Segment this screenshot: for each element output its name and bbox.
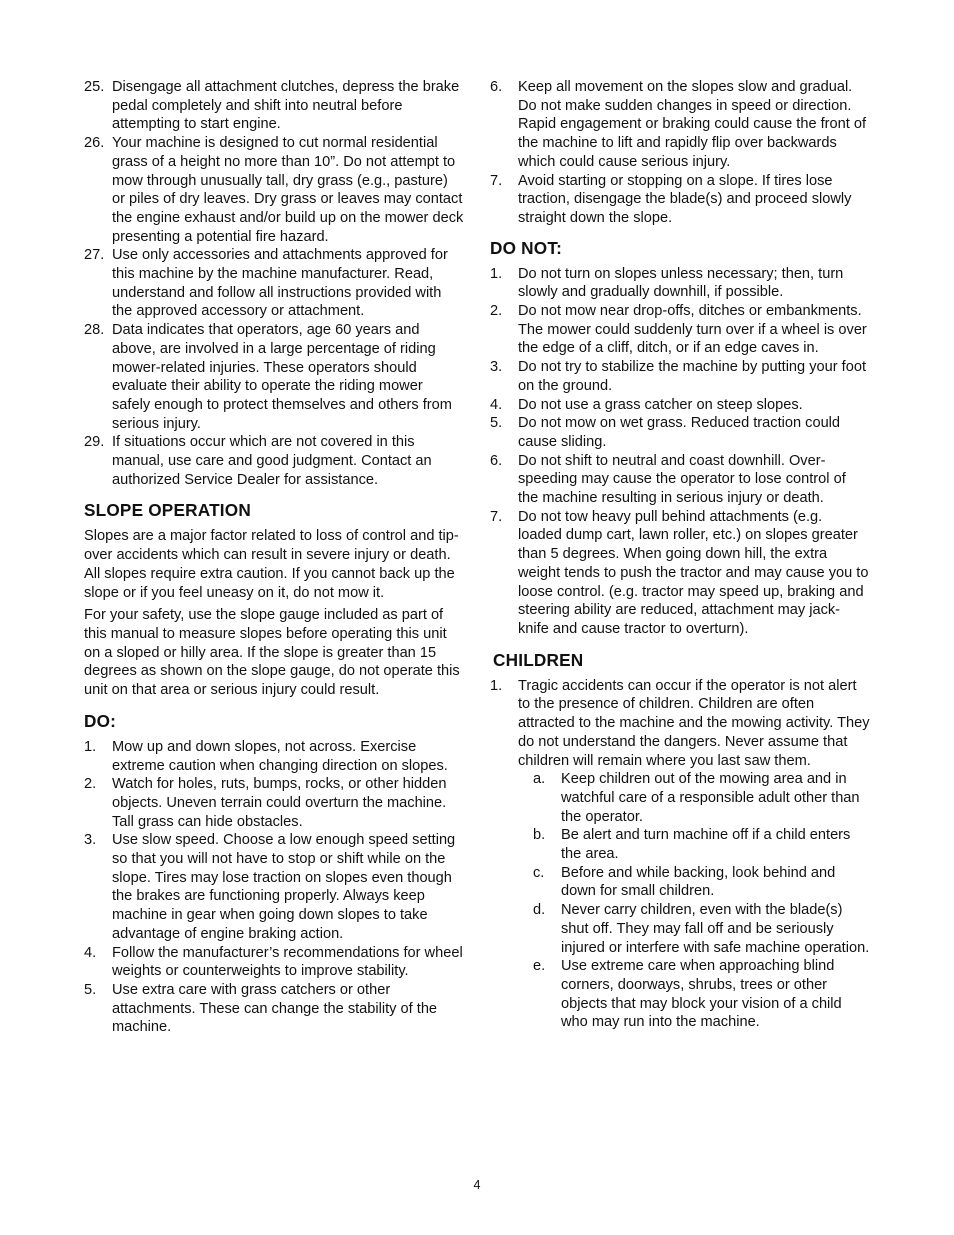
safety-list-continued xyxy=(84,78,464,489)
item-text: Your machine is designed to cut normal residential grass of a height no more than 10”. Do not attempt to mow through unusually tall, dry grass (e.g., pasture) or piles of dry leaves. Dry grass or leaves may contact the engine exhaust and/or build up on the mower deck presenting a potential fire hazard. xyxy=(112,135,464,245)
sub-item-text: Be alert and turn machine off if a child enters the area. xyxy=(561,827,851,863)
item-text: Tragic accidents can occur if the operator is not alert to the presence of children. Children are often attracted to the machine and the mowing activity. They do not understand the dangers. Never assume that children will remain where you last saw them. xyxy=(518,677,870,769)
sub-item-text: Use extreme care when approaching blind corners, doorways, shrubs, trees or other objects that may block your vision of a child who may run into the machine. xyxy=(561,958,842,1031)
do-not-list xyxy=(490,265,870,639)
item-text: If situations occur which are not covered in this manual, use care and good judgment. Contact an authorized Service Dealer for assistance. xyxy=(112,434,432,488)
right-column xyxy=(490,78,870,1032)
sub-item-letter: a. xyxy=(533,771,546,788)
children-list xyxy=(490,677,870,1032)
sub-item-letter: b. xyxy=(533,827,546,844)
slope-paragraph-1: Slopes are a major factor related to loss of control and tip-over accidents which can result in severe injury or death. All slopes require extra caution. If you cannot back up the slope or if you feel uneasy on it, do not mow it. xyxy=(84,528,459,601)
list-item xyxy=(84,981,464,1037)
item-number: 1. xyxy=(490,677,503,694)
sub-item-text: Keep children out of the mowing area and in watchful care of a responsible adult other than the operator. xyxy=(561,771,860,825)
list-item xyxy=(490,78,870,172)
list-item xyxy=(490,358,870,395)
item-number: 5. xyxy=(490,415,503,432)
do-heading: DO: xyxy=(84,710,117,731)
list-item xyxy=(490,396,870,415)
item-number: 4. xyxy=(84,944,97,961)
list-item xyxy=(84,433,464,489)
sub-item-text: Never carry children, even with the blade(s) shut off. They may fall off and be seriously injured or interfere with safe machine operation. xyxy=(561,902,870,956)
item-number: 3. xyxy=(490,359,503,376)
item-text: Use extra care with grass catchers or other attachments. These can change the stability of the machine. xyxy=(112,981,438,1036)
slope-operation-heading: SLOPE OPERATION xyxy=(84,500,251,521)
list-item xyxy=(84,78,464,134)
list-item xyxy=(490,265,870,302)
item-text: Mow up and down slopes, not across. Exercise extreme caution when changing direction on slopes. xyxy=(112,738,448,774)
list-item xyxy=(84,775,464,831)
item-number: 28. xyxy=(84,322,105,339)
item-text: Do not mow near drop-offs, ditches or embankments. The mower could suddenly turn over if a wheel is over the edge of a cliff, ditch, or if an edge caves in. xyxy=(518,303,867,357)
item-text: Use only accessories and attachments approved for this machine by the machine manufacturer. Read, understand and follow all instructions provided with the approved accessory or attachment. xyxy=(112,247,448,320)
do-not-heading: DO NOT: xyxy=(490,237,563,258)
list-item xyxy=(490,302,870,358)
item-text: Use slow speed. Choose a low enough speed setting so that you will not have to stop or shift while on the slope. Tires may lose traction on slopes even though the brakes are functioning properly. Always keep machine in gear when going down slopes to take advantage of engine braking action. xyxy=(112,832,456,942)
item-text: Do not tow heavy pull behind attachments (e.g. loaded dump cart, lawn roller, etc.) on slopes greater than 5 degrees. When going down hill, the extra weight tends to push the tractor and may cause you to loose control. (e.g. tractor may speed up, braking and steering ability are reduced, attachment may jack-knife and cause tractor to overturn). xyxy=(518,508,869,637)
item-number: 27. xyxy=(84,247,105,264)
list-item xyxy=(490,172,870,228)
list-item xyxy=(84,246,464,321)
item-text: Watch for holes, ruts, bumps, rocks, or other hidden objects. Uneven terrain could overturn the machine. Tall grass can hide obstacles. xyxy=(112,776,447,830)
item-number: 2. xyxy=(490,303,503,320)
item-text: Do not try to stabilize the machine by putting your foot on the ground. xyxy=(518,359,867,394)
list-item xyxy=(490,452,870,508)
left-column xyxy=(84,78,464,1037)
item-number: 26. xyxy=(84,135,105,152)
list-item xyxy=(490,677,870,771)
item-number: 1. xyxy=(84,738,97,755)
sub-item-text: Before and while backing, look behind and down for small children. xyxy=(561,864,836,900)
sub-item-letter: e. xyxy=(533,958,546,975)
list-item xyxy=(84,134,464,246)
sub-item-letter: c. xyxy=(533,864,545,881)
item-text: Avoid starting or stopping on a slope. If tires lose traction, disengage the blade(s) and proceed slowly straight down the slope. xyxy=(518,172,852,226)
item-number: 5. xyxy=(84,981,97,998)
list-item xyxy=(84,831,464,943)
item-number: 29. xyxy=(84,434,105,451)
list-item xyxy=(84,321,464,433)
item-text: Data indicates that operators, age 60 years and above, are involved in a large percentage of riding mower-related injuries. These operators should evaluate their ability to operate the riding mower safely enough to protect themselves and others from serious injury. xyxy=(112,322,452,432)
list-item xyxy=(490,414,870,451)
list-item xyxy=(84,738,464,775)
page-number: 4 xyxy=(473,1178,481,1192)
slope-paragraph-2: For your safety, use the slope gauge included as part of this manual to measure slopes before operating this unit on a sloped or hilly area. If the slope is greater than 15 degrees as shown on the slope gauge, do not operate this unit on that area or serious injury could result. xyxy=(84,607,460,699)
item-number: 7. xyxy=(490,172,503,189)
do-list-continued xyxy=(490,78,870,228)
item-text: Do not use a grass catcher on steep slopes. xyxy=(518,396,803,413)
item-number: 6. xyxy=(490,79,503,95)
item-number: 6. xyxy=(490,452,503,469)
item-number: 1. xyxy=(490,265,503,282)
do-list xyxy=(84,738,464,1037)
sub-list-item xyxy=(533,901,870,957)
item-text: Follow the manufacturer’s recommendations for wheel weights or counterweights to improve stability. xyxy=(112,944,463,980)
sub-list-item xyxy=(533,770,870,826)
item-text: Do not turn on slopes unless necessary; then, turn slowly and gradually downhill, if possible. xyxy=(518,265,844,301)
sub-list-item xyxy=(533,826,870,863)
item-number: 7. xyxy=(490,508,503,525)
item-number: 4. xyxy=(490,396,503,413)
sub-list-item xyxy=(533,864,870,901)
sub-list-item xyxy=(533,957,870,1032)
list-item xyxy=(490,508,870,639)
item-number: 3. xyxy=(84,832,97,849)
item-number: 2. xyxy=(84,776,97,793)
item-text: Disengage all attachment clutches, depress the brake pedal completely and shift into neutral before attempting to start engine. xyxy=(112,79,460,133)
item-text: Do not mow on wet grass. Reduced traction could cause sliding. xyxy=(518,415,841,450)
sub-item-letter: d. xyxy=(533,902,546,919)
list-item xyxy=(84,944,464,981)
item-text: Do not shift to neutral and coast downhill. Over-speeding may cause the operator to lose control of the machine resulting in serious injury or death. xyxy=(518,452,846,507)
item-number: 25. xyxy=(84,79,105,95)
item-text: Keep all movement on the slopes slow and gradual. Do not make sudden changes in speed or direction. Rapid engagement or braking could cause the front of the machine to lift and rapidly flip over backwards which could cause serious injury. xyxy=(518,79,867,170)
children-heading: CHILDREN xyxy=(493,649,584,670)
